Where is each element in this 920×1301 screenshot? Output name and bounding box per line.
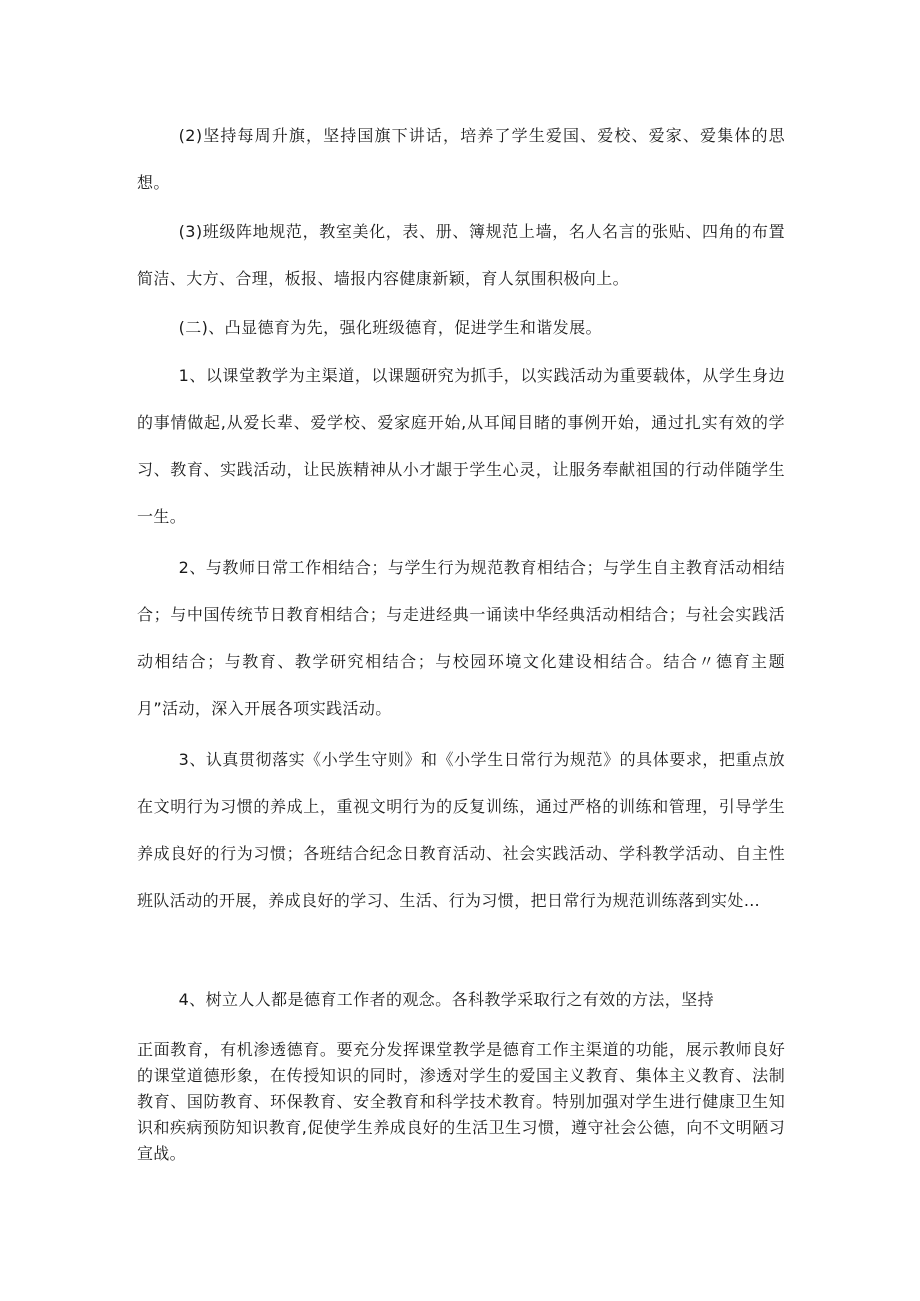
paragraph-item-1: 1、以课堂教学为主渠道，以课题研究为抓手，以实践活动为重要载体，从学生身边的事情做起,从爱长辈、爱学校、爱家庭开始,从耳闻目睹的事例开始，通过扎实有效的学习、教育、实践活动，让民族精神从小才龈于学生心灵，让服务奉献祖国的行动伴随学生一生。 <box>137 366 785 526</box>
paragraph-item-4-continued: 正面教育，有机渗透德育。要充分发挥课堂教学是德育工作主渠道的功能，展示教师良好的课堂道德形象，在传授知识的同时，渗透对学生的爱国主义教育、集体主义教育、法制教育、国防教育、环保教育、安全教育和科学技术教育。特别加强对学生进行健康卫生知识和疾病预防知识教育,促使学生养成良好的生活卫生习惯，遵守社会公德，向不文明陋习宣战。 <box>137 1040 785 1163</box>
paragraph-item-3: 3、认真贯彻落实《小学生守则》和《小学生日常行为规范》的具体要求，把重点放在文明行为习惯的养成上，重视文明行为的反复训练，通过严格的训练和管理，引导学生养成良好的行为习惯；各班结合纪念日教育活动、社会实践活动、学科教学活动、自主性班队活动的开展，养成良好的学习、生活、行为习惯，把日常行为规范训练落到实处… <box>137 750 785 910</box>
section-heading-moral-education: (二)、凸显德育为先，强化班级德育，促进学生和谐发展。 <box>178 318 602 337</box>
paragraph-class-environment: (3)班级阵地规范，教室美化，表、册、簿规范上墙，名人名言的张贴、四角的布置简洁、大方、合理，板报、墙报内容健康新颖，育人氛围积极向上。 <box>137 222 785 288</box>
paragraph-item-2: 2、与教师日常工作相结合；与学生行为规范教育相结合；与学生自主教育活动相结合；与中国传统节日教育相结合；与走进经典一诵读中华经典活动相结合；与社会实践活动相结合；与教育、教学研究相结合；与校园环境文化建设相结合。结合〃德育主题月”活动，深入开展各项实践活动。 <box>137 558 785 718</box>
paragraph-item-4: 4、树立人人都是德育工作者的观念。各科教学采取行之有效的方法，坚持 <box>178 990 714 1009</box>
paragraph-flag-raising: (2)坚持每周升旗，坚持国旗下讲话，培养了学生爱国、爱校、爱家、爱集体的思想。 <box>137 126 785 192</box>
